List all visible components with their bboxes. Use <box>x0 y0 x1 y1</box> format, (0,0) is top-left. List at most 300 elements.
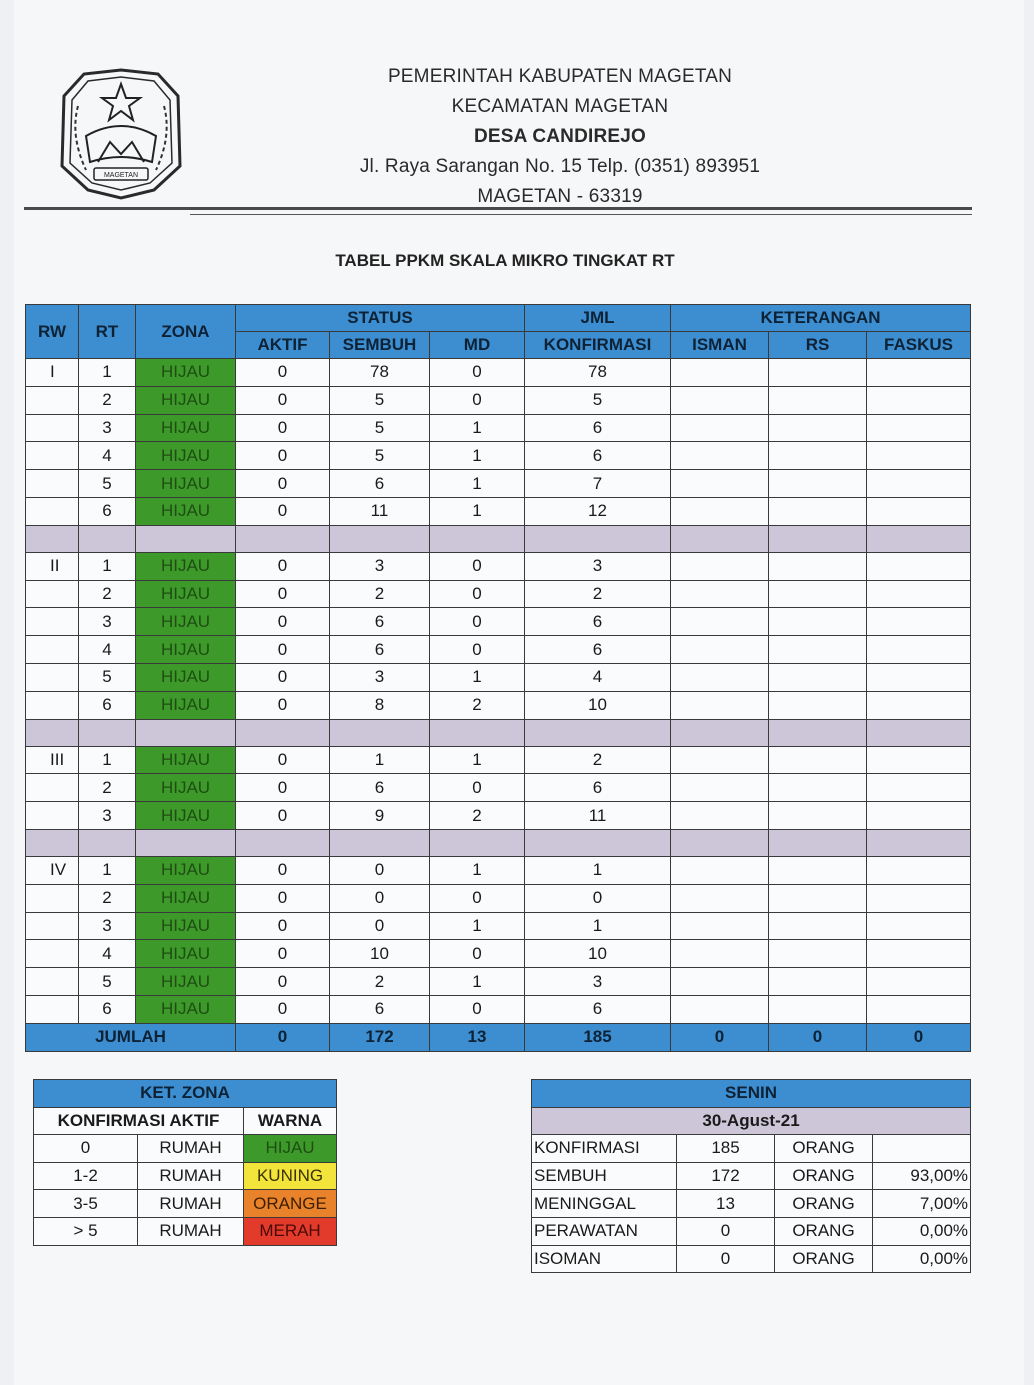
md-cell: 0 <box>430 884 525 912</box>
rt-cell: 3 <box>79 802 136 830</box>
md-cell: 0 <box>430 386 525 414</box>
faskus-cell <box>867 470 971 498</box>
faskus-cell <box>867 442 971 470</box>
table-row <box>26 995 971 1023</box>
svg-text:MAGETAN: MAGETAN <box>103 172 139 179</box>
total-faskus: 0 <box>867 1023 971 1051</box>
letterhead-line-city: MAGETAN - 63319 <box>477 186 643 207</box>
separator-cell <box>671 719 769 746</box>
md-cell: 1 <box>430 497 525 525</box>
table-row <box>26 359 971 387</box>
rw-cell <box>26 608 79 636</box>
zone-unit: RUMAH <box>138 1217 244 1245</box>
rs-cell <box>769 608 867 636</box>
rs-cell <box>769 359 867 387</box>
zona-cell: HIJAU <box>136 386 236 414</box>
konfirmasi-cell: 6 <box>525 442 671 470</box>
zone-unit: RUMAH <box>138 1190 244 1218</box>
md-cell: 0 <box>430 580 525 608</box>
separator-cell <box>79 719 136 746</box>
rw-cell <box>26 691 79 719</box>
rw-cell <box>26 884 79 912</box>
zone-color-swatch: MERAH <box>244 1217 337 1245</box>
rt-cell: 2 <box>79 386 136 414</box>
konfirmasi-cell: 3 <box>525 552 671 580</box>
isman-cell <box>671 414 769 442</box>
isman-cell <box>671 608 769 636</box>
faskus-cell <box>867 912 971 940</box>
zone-range: 1-2 <box>34 1162 138 1190</box>
sembuh-cell: 2 <box>330 968 430 996</box>
isman-cell <box>671 856 769 884</box>
md-cell: 0 <box>430 995 525 1023</box>
table-row <box>26 746 971 774</box>
summary-percent <box>873 1135 971 1163</box>
aktif-cell: 0 <box>236 856 330 884</box>
rs-cell <box>769 940 867 968</box>
magetan-regency-emblem <box>56 66 186 202</box>
separator-cell <box>236 719 330 746</box>
sembuh-cell: 6 <box>330 774 430 802</box>
total-konfirmasi: 185 <box>525 1023 671 1051</box>
zone-unit: RUMAH <box>138 1135 244 1163</box>
sembuh-cell: 6 <box>330 470 430 498</box>
rs-cell <box>769 580 867 608</box>
md-cell: 1 <box>430 856 525 884</box>
zone-legend-row <box>34 1162 337 1190</box>
group-separator-row <box>26 525 971 552</box>
rs-cell <box>769 912 867 940</box>
separator-cell <box>26 829 79 856</box>
sembuh-cell: 5 <box>330 442 430 470</box>
ppkm-table <box>25 304 971 1052</box>
zona-cell: HIJAU <box>136 940 236 968</box>
aktif-cell: 0 <box>236 470 330 498</box>
isman-cell <box>671 470 769 498</box>
col-konfirmasi: KONFIRMASI <box>525 332 671 359</box>
zone-legend-row <box>34 1135 337 1163</box>
table-row <box>26 552 971 580</box>
md-cell: 0 <box>430 359 525 387</box>
col-status: STATUS <box>236 305 525 332</box>
zona-cell: HIJAU <box>136 968 236 996</box>
table-row <box>26 386 971 414</box>
separator-cell <box>867 829 971 856</box>
rw-cell <box>26 497 79 525</box>
separator-cell <box>867 525 971 552</box>
zona-cell: HIJAU <box>136 359 236 387</box>
table-row <box>26 802 971 830</box>
separator-cell <box>26 525 79 552</box>
rw-cell <box>26 802 79 830</box>
md-cell: 0 <box>430 608 525 636</box>
summary-unit: ORANG <box>775 1217 873 1245</box>
zona-cell: HIJAU <box>136 691 236 719</box>
konfirmasi-cell: 10 <box>525 940 671 968</box>
md-cell: 0 <box>430 636 525 664</box>
isman-cell <box>671 912 769 940</box>
table-row <box>26 691 971 719</box>
separator-cell <box>26 719 79 746</box>
zone-color-swatch: ORANGE <box>244 1190 337 1218</box>
rw-cell: II <box>26 552 79 580</box>
rw-cell <box>26 663 79 691</box>
zona-cell: HIJAU <box>136 856 236 884</box>
rt-cell: 1 <box>79 746 136 774</box>
aktif-cell: 0 <box>236 802 330 830</box>
summary-label: SEMBUH <box>532 1162 677 1190</box>
isman-cell <box>671 884 769 912</box>
zone-legend-table <box>33 1079 337 1246</box>
md-cell: 1 <box>430 968 525 996</box>
rt-cell: 5 <box>79 663 136 691</box>
zona-cell: HIJAU <box>136 497 236 525</box>
group-separator-row <box>26 719 971 746</box>
md-cell: 1 <box>430 746 525 774</box>
zona-cell: HIJAU <box>136 995 236 1023</box>
rw-cell <box>26 940 79 968</box>
zone-range: > 5 <box>34 1217 138 1245</box>
rt-cell: 5 <box>79 968 136 996</box>
konfirmasi-cell: 6 <box>525 774 671 802</box>
summary-label: PERAWATAN <box>532 1217 677 1245</box>
rw-cell <box>26 442 79 470</box>
col-sembuh: SEMBUH <box>330 332 430 359</box>
rt-cell: 2 <box>79 580 136 608</box>
rs-cell <box>769 386 867 414</box>
summary-date: 30-Agust-21 <box>532 1107 971 1135</box>
zone-legend-col-konfirmasi: KONFIRMASI AKTIF <box>34 1107 244 1135</box>
separator-cell <box>330 525 430 552</box>
col-keterangan: KETERANGAN <box>671 305 971 332</box>
konfirmasi-cell: 1 <box>525 912 671 940</box>
konfirmasi-cell: 5 <box>525 386 671 414</box>
rs-cell <box>769 774 867 802</box>
total-md: 13 <box>430 1023 525 1051</box>
faskus-cell <box>867 884 971 912</box>
rt-cell: 3 <box>79 608 136 636</box>
separator-cell <box>430 719 525 746</box>
rs-cell <box>769 636 867 664</box>
faskus-cell <box>867 608 971 636</box>
group-separator-row <box>26 829 971 856</box>
separator-cell <box>525 829 671 856</box>
faskus-cell <box>867 774 971 802</box>
col-jml: JML <box>525 305 671 332</box>
col-aktif: AKTIF <box>236 332 330 359</box>
zone-legend-col-warna: WARNA <box>244 1107 337 1135</box>
sembuh-cell: 6 <box>330 995 430 1023</box>
rs-cell <box>769 442 867 470</box>
summary-unit: ORANG <box>775 1245 873 1273</box>
zona-cell: HIJAU <box>136 746 236 774</box>
isman-cell <box>671 802 769 830</box>
konfirmasi-cell: 0 <box>525 884 671 912</box>
zona-cell: HIJAU <box>136 470 236 498</box>
zona-cell: HIJAU <box>136 912 236 940</box>
aktif-cell: 0 <box>236 608 330 636</box>
sembuh-cell: 6 <box>330 636 430 664</box>
rt-cell: 1 <box>79 552 136 580</box>
summary-percent: 7,00% <box>873 1190 971 1218</box>
aktif-cell: 0 <box>236 414 330 442</box>
letterhead-line-government: PEMERINTAH KABUPATEN MAGETAN <box>387 66 733 87</box>
zona-cell: HIJAU <box>136 663 236 691</box>
col-rs: RS <box>769 332 867 359</box>
zone-legend-row <box>34 1190 337 1218</box>
md-cell: 1 <box>430 414 525 442</box>
rt-cell: 1 <box>79 359 136 387</box>
total-isman: 0 <box>671 1023 769 1051</box>
ppkm-table-body <box>26 359 971 1024</box>
isman-cell <box>671 691 769 719</box>
separator-cell <box>430 525 525 552</box>
rs-cell <box>769 856 867 884</box>
rt-cell: 1 <box>79 856 136 884</box>
faskus-cell <box>867 746 971 774</box>
konfirmasi-cell: 6 <box>525 414 671 442</box>
table-row <box>26 774 971 802</box>
table-row <box>26 663 971 691</box>
sembuh-cell: 3 <box>330 552 430 580</box>
letterhead-line-address: Jl. Raya Sarangan No. 15 Telp. (0351) 893951 <box>359 156 761 177</box>
zone-legend-row <box>34 1217 337 1245</box>
summary-percent: 93,00% <box>873 1162 971 1190</box>
faskus-cell <box>867 414 971 442</box>
md-cell: 0 <box>430 552 525 580</box>
aktif-cell: 0 <box>236 884 330 912</box>
sembuh-cell: 1 <box>330 746 430 774</box>
separator-cell <box>769 719 867 746</box>
md-cell: 1 <box>430 442 525 470</box>
separator-cell <box>236 829 330 856</box>
isman-cell <box>671 636 769 664</box>
summary-value: 185 <box>677 1135 775 1163</box>
isman-cell <box>671 663 769 691</box>
letterhead-rule-thick <box>24 207 972 210</box>
isman-cell <box>671 968 769 996</box>
isman-cell <box>671 359 769 387</box>
zone-range: 3-5 <box>34 1190 138 1218</box>
summary-value: 0 <box>677 1217 775 1245</box>
table-row <box>26 442 971 470</box>
rw-cell <box>26 968 79 996</box>
rs-cell <box>769 552 867 580</box>
aktif-cell: 0 <box>236 746 330 774</box>
sembuh-cell: 8 <box>330 691 430 719</box>
summary-unit: ORANG <box>775 1190 873 1218</box>
faskus-cell <box>867 359 971 387</box>
rs-cell <box>769 414 867 442</box>
separator-cell <box>525 525 671 552</box>
faskus-cell <box>867 856 971 884</box>
aktif-cell: 0 <box>236 552 330 580</box>
konfirmasi-cell: 2 <box>525 746 671 774</box>
konfirmasi-cell: 11 <box>525 802 671 830</box>
konfirmasi-cell: 7 <box>525 470 671 498</box>
col-zona: ZONA <box>136 305 236 359</box>
konfirmasi-cell: 6 <box>525 608 671 636</box>
zona-cell: HIJAU <box>136 552 236 580</box>
summary-table <box>531 1079 971 1273</box>
rt-cell: 4 <box>79 636 136 664</box>
summary-unit: ORANG <box>775 1162 873 1190</box>
zone-range: 0 <box>34 1135 138 1163</box>
rw-cell <box>26 636 79 664</box>
rw-cell <box>26 774 79 802</box>
separator-cell <box>236 525 330 552</box>
table-row <box>26 968 971 996</box>
separator-cell <box>330 829 430 856</box>
rw-cell: I <box>26 359 79 387</box>
aktif-cell: 0 <box>236 442 330 470</box>
summary-row <box>532 1162 971 1190</box>
separator-cell <box>525 719 671 746</box>
rt-cell: 6 <box>79 691 136 719</box>
sembuh-cell: 5 <box>330 414 430 442</box>
zona-cell: HIJAU <box>136 414 236 442</box>
separator-cell <box>671 829 769 856</box>
faskus-cell <box>867 691 971 719</box>
col-rw: RW <box>26 305 79 359</box>
isman-cell <box>671 995 769 1023</box>
rw-cell <box>26 580 79 608</box>
rs-cell <box>769 497 867 525</box>
isman-cell <box>671 774 769 802</box>
table-row <box>26 497 971 525</box>
faskus-cell <box>867 497 971 525</box>
rw-cell <box>26 386 79 414</box>
separator-cell <box>79 525 136 552</box>
rw-cell: III <box>26 746 79 774</box>
rw-cell <box>26 414 79 442</box>
table-row <box>26 580 971 608</box>
separator-cell <box>867 719 971 746</box>
faskus-cell <box>867 386 971 414</box>
table-row <box>26 414 971 442</box>
total-aktif: 0 <box>236 1023 330 1051</box>
isman-cell <box>671 497 769 525</box>
zona-cell: HIJAU <box>136 608 236 636</box>
zone-unit: RUMAH <box>138 1162 244 1190</box>
zone-legend-title: KET. ZONA <box>34 1080 337 1108</box>
summary-row <box>532 1245 971 1273</box>
separator-cell <box>430 829 525 856</box>
zona-cell: HIJAU <box>136 580 236 608</box>
aktif-cell: 0 <box>236 968 330 996</box>
table-row <box>26 884 971 912</box>
table-row <box>26 608 971 636</box>
rs-cell <box>769 884 867 912</box>
konfirmasi-cell: 78 <box>525 359 671 387</box>
zona-cell: HIJAU <box>136 636 236 664</box>
md-cell: 2 <box>430 802 525 830</box>
sembuh-cell: 6 <box>330 608 430 636</box>
letterhead-line-district: KECAMATAN MAGETAN <box>451 96 669 117</box>
aktif-cell: 0 <box>236 636 330 664</box>
rt-cell: 2 <box>79 774 136 802</box>
sembuh-cell: 3 <box>330 663 430 691</box>
aktif-cell: 0 <box>236 663 330 691</box>
konfirmasi-cell: 10 <box>525 691 671 719</box>
rt-cell: 6 <box>79 497 136 525</box>
md-cell: 1 <box>430 470 525 498</box>
summary-percent: 0,00% <box>873 1245 971 1273</box>
rs-cell <box>769 968 867 996</box>
md-cell: 1 <box>430 912 525 940</box>
aktif-cell: 0 <box>236 912 330 940</box>
summary-label: ISOMAN <box>532 1245 677 1273</box>
isman-cell <box>671 746 769 774</box>
aktif-cell: 0 <box>236 691 330 719</box>
rs-cell <box>769 746 867 774</box>
summary-row <box>532 1190 971 1218</box>
table-row <box>26 636 971 664</box>
faskus-cell <box>867 663 971 691</box>
table-row <box>26 856 971 884</box>
konfirmasi-cell: 3 <box>525 968 671 996</box>
isman-cell <box>671 580 769 608</box>
aktif-cell: 0 <box>236 359 330 387</box>
faskus-cell <box>867 580 971 608</box>
summary-value: 13 <box>677 1190 775 1218</box>
rs-cell <box>769 663 867 691</box>
sembuh-cell: 9 <box>330 802 430 830</box>
rs-cell <box>769 802 867 830</box>
separator-cell <box>769 829 867 856</box>
md-cell: 0 <box>430 940 525 968</box>
sembuh-cell: 2 <box>330 580 430 608</box>
faskus-cell <box>867 995 971 1023</box>
md-cell: 0 <box>430 774 525 802</box>
summary-unit: ORANG <box>775 1135 873 1163</box>
zona-cell: HIJAU <box>136 884 236 912</box>
table-row <box>26 940 971 968</box>
aktif-cell: 0 <box>236 940 330 968</box>
faskus-cell <box>867 636 971 664</box>
sembuh-cell: 5 <box>330 386 430 414</box>
separator-cell <box>79 829 136 856</box>
summary-label: MENINGGAL <box>532 1190 677 1218</box>
summary-percent: 0,00% <box>873 1217 971 1245</box>
zona-cell: HIJAU <box>136 442 236 470</box>
rs-cell <box>769 470 867 498</box>
zona-cell: HIJAU <box>136 774 236 802</box>
letterhead-line-village: DESA CANDIREJO <box>473 126 647 147</box>
total-row <box>26 1023 971 1051</box>
konfirmasi-cell: 12 <box>525 497 671 525</box>
rt-cell: 4 <box>79 940 136 968</box>
md-cell: 2 <box>430 691 525 719</box>
isman-cell <box>671 442 769 470</box>
rw-cell <box>26 912 79 940</box>
total-sembuh: 172 <box>330 1023 430 1051</box>
konfirmasi-cell: 1 <box>525 856 671 884</box>
letterhead-rule-thin <box>190 214 972 215</box>
total-rs: 0 <box>769 1023 867 1051</box>
faskus-cell <box>867 940 971 968</box>
rt-cell: 6 <box>79 995 136 1023</box>
sembuh-cell: 10 <box>330 940 430 968</box>
isman-cell <box>671 940 769 968</box>
rt-cell: 2 <box>79 884 136 912</box>
rs-cell <box>769 995 867 1023</box>
separator-cell <box>136 525 236 552</box>
rt-cell: 5 <box>79 470 136 498</box>
md-cell: 1 <box>430 663 525 691</box>
rt-cell: 3 <box>79 912 136 940</box>
sembuh-cell: 0 <box>330 856 430 884</box>
